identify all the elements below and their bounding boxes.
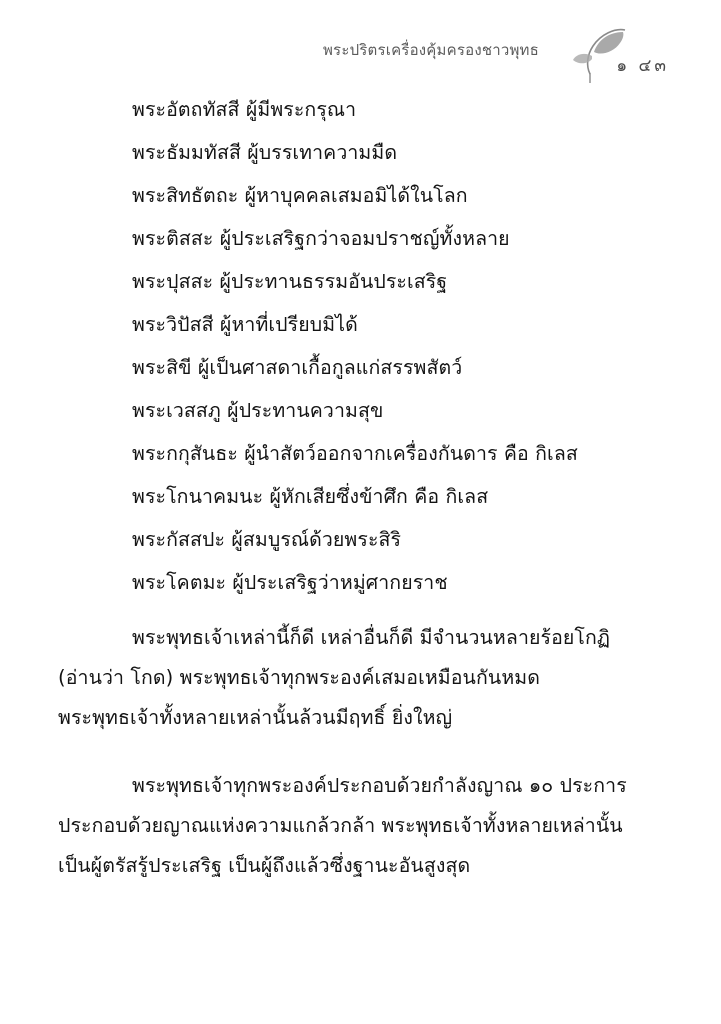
list-item: พระสิทธัตถะ ผู้หาบุคคลเสมอมิได้ในโลก bbox=[132, 184, 468, 207]
list-item: พระเวสสภู ผู้ประทานความสุข bbox=[132, 399, 384, 422]
list-item: พระสิขี ผู้เป็นศาสดาเกื้อกูลแก่สรรพสัตว์ bbox=[132, 356, 463, 379]
page-header bbox=[0, 30, 721, 82]
paragraph-line: พระพุทธเจ้าทุกพระองค์ประกอบด้วยกำลังญาณ ๑๐ ประการ bbox=[132, 774, 627, 797]
epithet-list bbox=[58, 88, 669, 604]
list-item: พระปุสสะ ผู้ประทานธรรมอันประเสริฐ bbox=[132, 270, 448, 293]
list-item: พระวิปัสสี ผู้หาที่เปรียบมิได้ bbox=[132, 313, 358, 336]
paragraph-line: เป็นผู้ตรัสรู้ประเสริฐ เป็นผู้ถึงแล้วซึ่งฐานะอันสูงสุด bbox=[58, 854, 471, 877]
list-item: พระโกนาคมนะ ผู้หักเสียซึ่งข้าศึก คือ กิเลส bbox=[132, 485, 489, 508]
list-item: พระโคตมะ ผู้ประเสริฐว่าหมู่ศากยราช bbox=[132, 571, 448, 594]
page-content bbox=[58, 88, 669, 886]
list-item: พระติสสะ ผู้ประเสริฐกว่าจอมปราชญ์ทั้งหลาย bbox=[132, 227, 510, 250]
page-number: ๑ ๔๓ bbox=[616, 56, 669, 76]
paragraph-line: พระพุทธเจ้าเหล่านี้ก็ดี เหล่าอื่นก็ดี มีจำนวนหลายร้อยโกฏิ bbox=[132, 626, 611, 649]
list-item: พระกัสสปะ ผู้สมบูรณ์ด้วยพระสิริ bbox=[132, 528, 402, 551]
list-item: พระกกุสันธะ ผู้นำสัตว์ออกจากเครื่องกันดาร คือ กิเลส bbox=[132, 442, 578, 465]
paragraph-line: ประกอบด้วยญาณแห่งความแกล้วกล้า พระพุทธเจ้าทั้งหลายเหล่านั้น bbox=[58, 814, 623, 837]
header-title: พระปริตรเครื่องคุ้มครองชาวพุทธ bbox=[322, 41, 539, 59]
paragraph bbox=[58, 618, 669, 738]
paragraph-line: (อ่านว่า โกด) พระพุทธเจ้าทุกพระองค์เสมอเหมือนกันหมด bbox=[58, 666, 540, 689]
paragraph bbox=[58, 766, 669, 886]
list-item: พระอัตถทัสสี ผู้มีพระกรุณา bbox=[132, 98, 357, 121]
paragraph-line: พระพุทธเจ้าทั้งหลายเหล่านั้นล้วนมีฤทธิ์ ยิ่งใหญ่ bbox=[58, 706, 453, 729]
list-item: พระธัมมทัสสี ผู้บรรเทาความมืด bbox=[132, 141, 398, 164]
